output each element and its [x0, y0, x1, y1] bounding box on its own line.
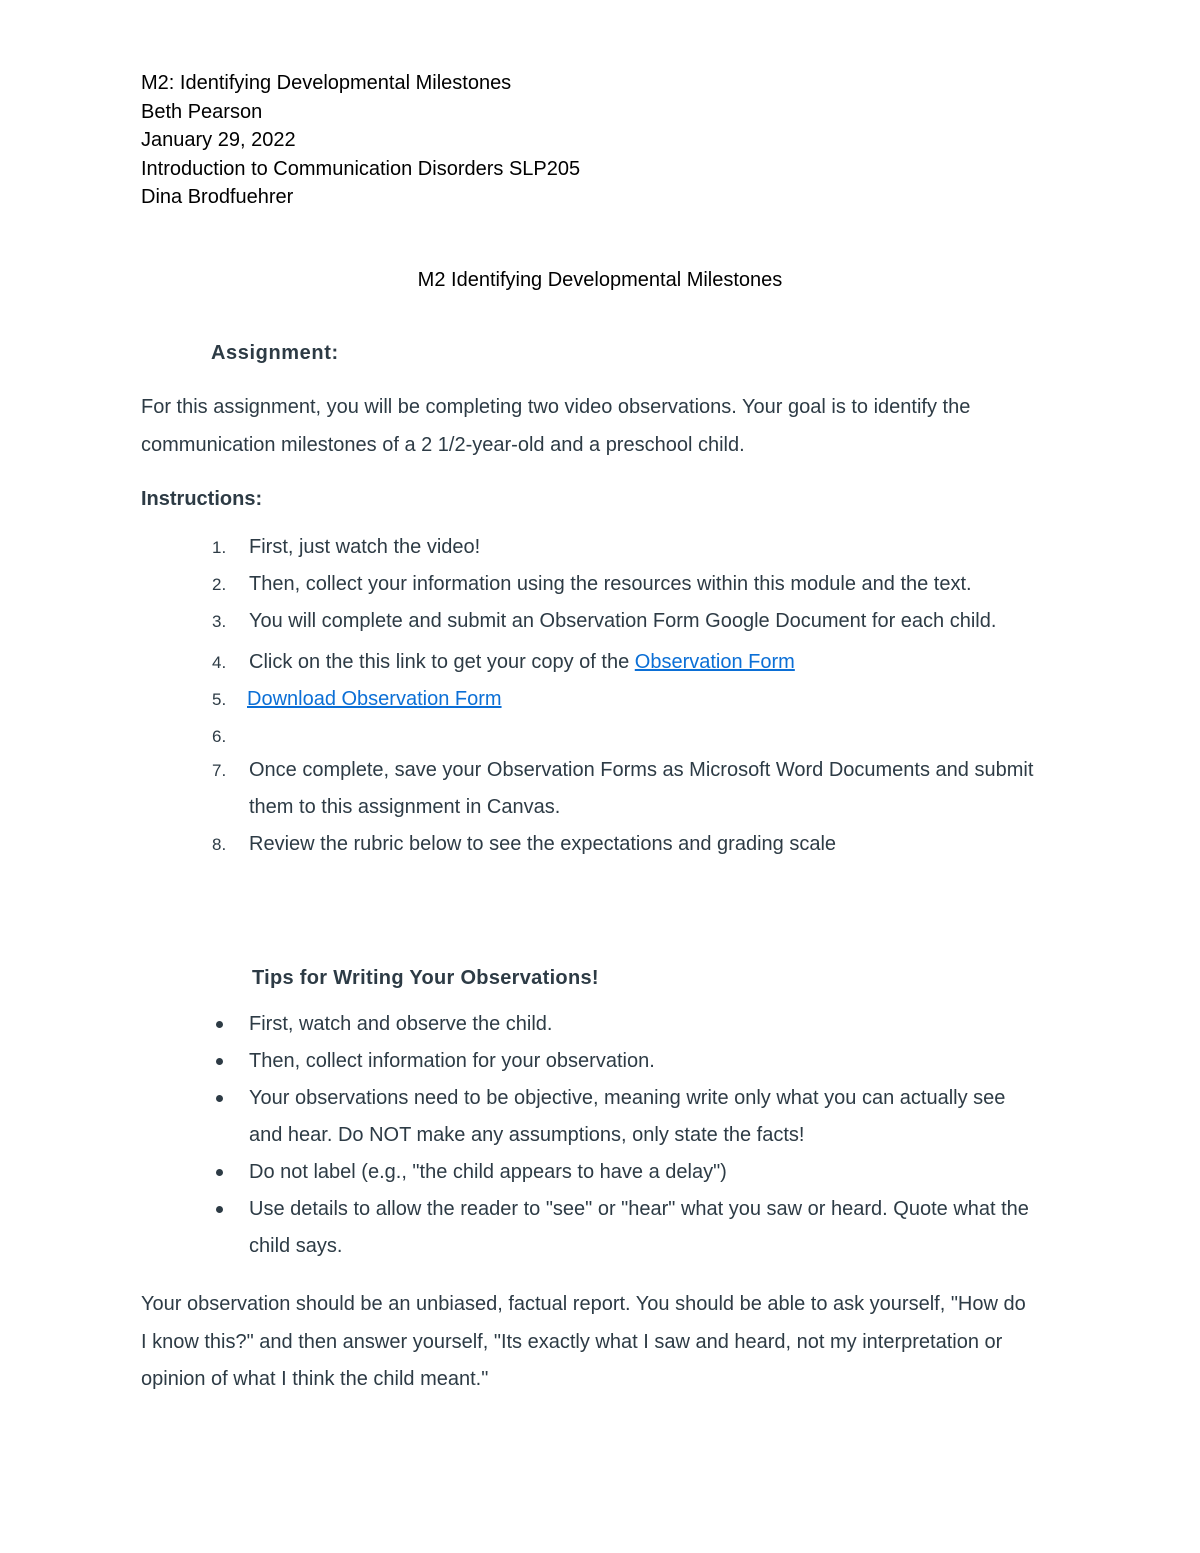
list-number: 5.	[212, 690, 227, 709]
bullet-icon	[216, 1169, 223, 1176]
instruction-item	[0, 644, 1200, 681]
instructions-heading: Instructions:	[141, 488, 263, 510]
instruction-item	[0, 718, 1200, 752]
tip-text: First, watch and observe the child.	[249, 1013, 553, 1035]
bullet-icon	[216, 1095, 223, 1102]
instruction-item	[0, 529, 1200, 566]
tip-item	[0, 1154, 1200, 1191]
tip-item	[0, 1043, 1200, 1080]
bullet-icon	[216, 1021, 223, 1028]
download-observation-form-link[interactable]: Download Observation Form	[247, 688, 502, 710]
bullet-icon	[216, 1206, 223, 1213]
list-number: 4.	[212, 653, 227, 672]
observation-form-link[interactable]: Observation Form	[634, 651, 795, 673]
list-number: 8.	[212, 835, 227, 854]
document-title: M2 Identifying Developmental Milestones	[417, 269, 783, 291]
tip-text: Do not label (e.g., "the child appears to have a delay")	[249, 1161, 727, 1183]
instruction-text-prefix: Click on the this link to get your copy of the	[249, 651, 635, 673]
instruction-text: Review the rubric below to see the expectations and grading scale	[249, 833, 837, 855]
date-line: January 29, 2022	[141, 129, 296, 152]
course-line: Introduction to Communication Disorders SLP205	[141, 157, 581, 180]
list-number: 3.	[212, 612, 227, 631]
tip-text: Then, collect information for your observation.	[249, 1050, 655, 1072]
assignment-name-line: M2: Identifying Developmental Milestones	[141, 72, 512, 94]
tip-item	[0, 1191, 1200, 1265]
list-number: 1.	[212, 538, 227, 557]
assignment-description: For this assignment, you will be completing two video observations. Your goal is to identify the communication milestones of a 2 1/2-year-old and a preschool child.	[141, 396, 971, 456]
instructions-list	[0, 529, 1200, 863]
instruction-text: You will complete and submit an Observation Form Google Document for each child.	[249, 610, 997, 632]
tip-item	[0, 1080, 1200, 1154]
instruction-item	[0, 752, 1200, 826]
instructor-line: Dina Brodfuehrer	[141, 186, 294, 209]
instruction-text: First, just watch the video!	[249, 536, 481, 558]
instruction-text: Once complete, save your Observation Forms as Microsoft Word Documents and submit them to this assignment in Canvas.	[249, 759, 1034, 818]
tips-heading: Tips for Writing Your Observations!	[252, 967, 599, 989]
instruction-text: Then, collect your information using the resources within this module and the text.	[249, 573, 972, 595]
assignment-heading: Assignment:	[211, 342, 339, 364]
tip-text: Use details to allow the reader to "see" or "hear" what you saw or heard. Quote what the child says.	[249, 1198, 1029, 1257]
tips-list	[0, 1006, 1200, 1265]
instruction-item	[0, 566, 1200, 603]
bullet-icon	[216, 1058, 223, 1065]
tip-item	[0, 1006, 1200, 1043]
list-number: 2.	[212, 575, 227, 594]
student-name-line: Beth Pearson	[141, 100, 263, 123]
instruction-item	[0, 603, 1200, 644]
instruction-item	[0, 826, 1200, 863]
instruction-text	[247, 681, 1067, 718]
instruction-item	[0, 681, 1200, 718]
tip-text: Your observations need to be objective, meaning write only what you can actually see and hear. Do NOT make any assumptions, only state the facts!	[249, 1087, 1006, 1146]
list-number: 6.	[212, 727, 227, 746]
instruction-text	[249, 644, 1069, 681]
list-number: 7.	[212, 761, 227, 780]
document-header	[141, 69, 580, 212]
closing-paragraph: Your observation should be an unbiased, factual report. You should be able to ask yourself, "How do I know this?" and then answer yourself, "Its exactly what I saw and heard, not my interpretation or opinion of what I think the child meant."	[141, 1293, 1026, 1390]
